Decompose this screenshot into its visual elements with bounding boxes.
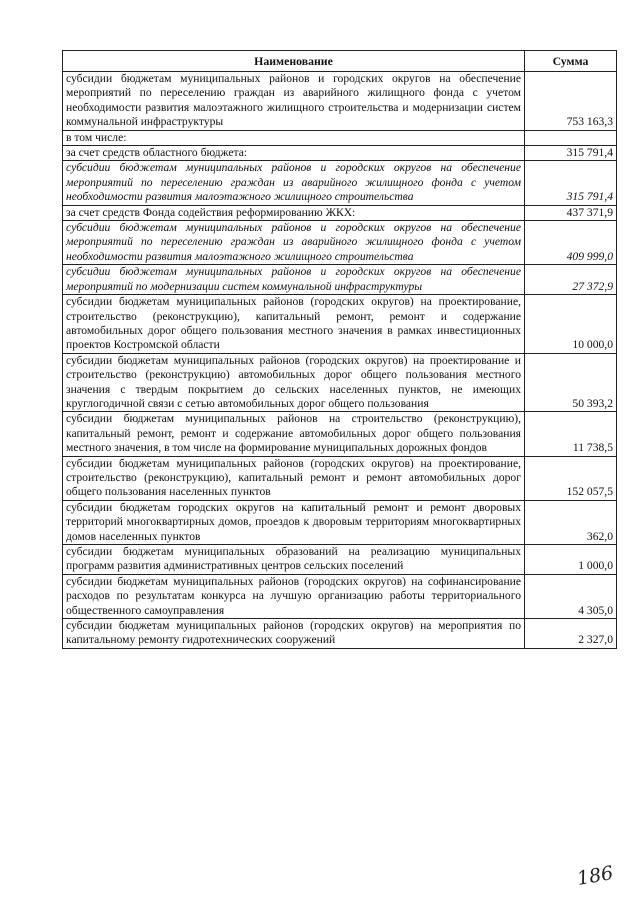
table-row (63, 500, 617, 544)
row-name: субсидии бюджетам муниципальных образований на реализацию муниципальных программ развития административных центров сельских поселений (63, 545, 525, 575)
row-name: субсидии бюджетам муниципальных районов и городских округов на обеспечение мероприятий по модернизации систем коммунальной инфраструктуры (63, 265, 525, 295)
column-header-name: Наименование (63, 51, 525, 72)
row-name: за счет средств Фонда содействия реформированию ЖКХ: (63, 205, 525, 220)
row-sum: 2 327,0 (525, 619, 617, 649)
table-row (63, 574, 617, 618)
table-row (63, 265, 617, 295)
row-sum: 753 163,3 (525, 72, 617, 131)
row-name: субсидии бюджетам муниципальных районов (городских округов) на мероприятия по капитальному ремонту гидротехнических сооружений (63, 619, 525, 649)
row-sum: 11 738,5 (525, 412, 617, 456)
row-name: субсидии бюджетам муниципальных районов и городских округов на обеспечение мероприятий по переселению граждан из аварийного жилищного фонда с учетом необходимости развития малоэтажного жилищного строительства и модернизации систем коммунальной инфраструктуры (63, 72, 525, 131)
table-row (63, 545, 617, 575)
table-row (63, 619, 617, 649)
row-name: субсидии бюджетам муниципальных районов (городских округов) на проектирование, строительство (реконструкцию), капитальный ремонт и ремонт автомобильных дорог общего пользования населенных пунктов (63, 456, 525, 500)
column-header-sum: Сумма (525, 51, 617, 72)
table-header-row (63, 51, 617, 72)
row-sum: 315 791,4 (525, 161, 617, 205)
row-name: в том числе: (63, 130, 525, 145)
row-name: субсидии бюджетам муниципальных районов на строительство (реконструкцию), капитальный ремонт, ремонт и содержание автомобильных дорог общего пользования местного значения, в том числе на формирование муниципальных дорожных фондов (63, 412, 525, 456)
row-name: субсидии бюджетам муниципальных районов и городских округов на обеспечение мероприятий по переселению граждан из аварийного жилищного фонда с учетом необходимости развития малоэтажного жилищного строительства (63, 161, 525, 205)
budget-table (62, 50, 617, 649)
row-sum: 50 393,2 (525, 353, 617, 412)
table-row (63, 295, 617, 354)
row-name: за счет средств областного бюджета: (63, 146, 525, 161)
table-row (63, 221, 617, 265)
table-row (63, 456, 617, 500)
table-row (63, 161, 617, 205)
row-sum: 10 000,0 (525, 295, 617, 354)
row-sum: 1 000,0 (525, 545, 617, 575)
row-sum: 437 371,9 (525, 205, 617, 220)
table-row (63, 412, 617, 456)
row-sum: 409 999,0 (525, 221, 617, 265)
row-sum: 27 372,9 (525, 265, 617, 295)
table-row (63, 353, 617, 412)
table-row (63, 205, 617, 220)
row-sum: 4 305,0 (525, 574, 617, 618)
row-name: субсидии бюджетам муниципальных районов (городских округов) на софинансирование расходов по результатам конкурса на лучшую организацию работы территориального общественного самоуправления (63, 574, 525, 618)
row-sum: 315 791,4 (525, 146, 617, 161)
row-name: субсидии бюджетам муниципальных районов (городских округов) на проектирование, строительство (реконструкцию), капитальный ремонт, ремонт и содержание автомобильных дорог общего пользования местного значения в рамках инвестиционных проектов Костромской области (63, 295, 525, 354)
row-sum: 362,0 (525, 500, 617, 544)
row-name: субсидии бюджетам муниципальных районов (городских округов) на проектирование и строительство (реконструкцию) автомобильных дорог общего пользования местного значения с твердым покрытием до сельских населенных пунктов, не имеющих круглогодичной связи с сетью автомобильных дорог общего пользования (63, 353, 525, 412)
table-row (63, 130, 617, 145)
handwritten-page-number: 186 (575, 862, 615, 890)
table-row (63, 72, 617, 131)
row-name: субсидии бюджетам городских округов на капитальный ремонт и ремонт дворовых территорий многоквартирных домов, проездов к дворовым территориям многоквартирных домов населенных пунктов (63, 500, 525, 544)
row-sum (525, 130, 617, 145)
table-row (63, 146, 617, 161)
row-sum: 152 057,5 (525, 456, 617, 500)
row-name: субсидии бюджетам муниципальных районов и городских округов на обеспечение мероприятий по переселению граждан из аварийного жилищного фонда с учетом необходимости развития малоэтажного жилищного строительства (63, 221, 525, 265)
